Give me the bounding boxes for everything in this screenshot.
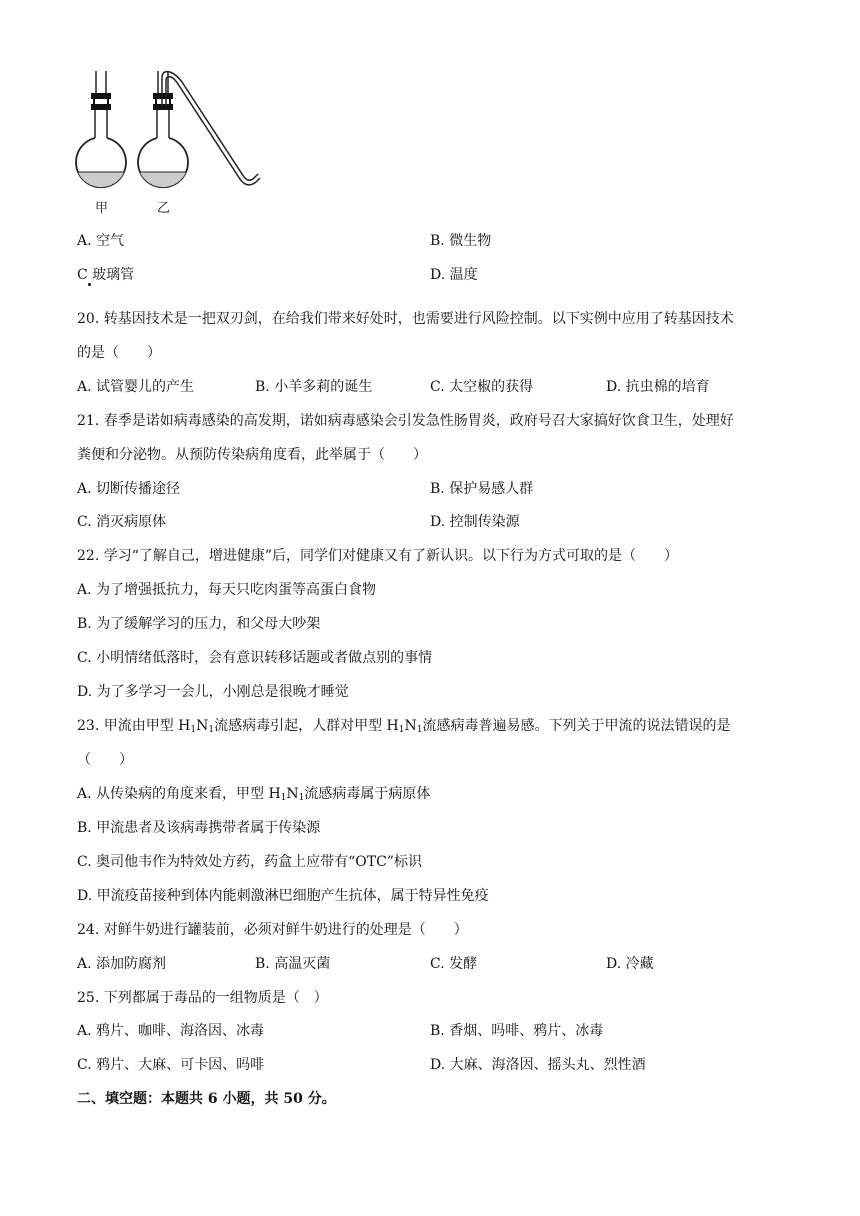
q20-stem-line1: 20. 转基因技术是一把双刃剑，在给我们带来好处时，也需要进行风险控制。以下实例中应用了转基因技术 bbox=[77, 311, 734, 327]
q25-stem: 25. 下列都属于毒品的一组物质是（ ） bbox=[77, 990, 328, 1006]
q25-option-b: B. 香烟、吗啡、鸦片、冰毒 bbox=[430, 1023, 604, 1039]
q22-option-c: C. 小明情绪低落时，会有意识转移话题或者做点别的事情 bbox=[77, 650, 433, 666]
subscript: 1 bbox=[298, 793, 305, 803]
flask-label-yi: 乙 bbox=[157, 201, 171, 216]
q24-option-d: D. 冷藏 bbox=[606, 956, 654, 972]
flask-label-jia: 甲 bbox=[95, 201, 109, 216]
q21-option-a: A. 切断传播途径 bbox=[77, 481, 181, 497]
q23-option-a bbox=[77, 784, 430, 804]
q19-option-b: B. 微生物 bbox=[430, 233, 492, 249]
q23-stem-part: N bbox=[404, 718, 417, 734]
flask-yi bbox=[138, 71, 260, 187]
q23-option-c: C. 奥司他韦作为特效处方药，药盒上应带有“OTC”标识 bbox=[77, 854, 422, 870]
q20-option-c: C. 太空椒的获得 bbox=[430, 379, 534, 395]
subscript: 1 bbox=[280, 793, 287, 803]
q22-stem: 22. 学习“了解自己，增进健康”后，同学们对健康又有了新认识。以下行为方式可取的是（ ） bbox=[77, 548, 679, 564]
subscript: 1 bbox=[416, 725, 423, 735]
q19-option-c: C 玻璃管 bbox=[77, 267, 135, 283]
q19-option-d: D. 温度 bbox=[430, 267, 478, 283]
q22-option-b: B. 为了缓解学习的压力，和父母大吵架 bbox=[77, 616, 321, 632]
q23-option-a-part: A. 从传染病的角度来看，甲型 H bbox=[77, 786, 281, 802]
q20-stem-line2: 的是（ ） bbox=[77, 345, 161, 361]
q24-stem: 24. 对鲜牛奶进行罐装前，必须对鲜牛奶进行的处理是（ ） bbox=[77, 922, 468, 938]
q20-option-d: D. 抗虫棉的培育 bbox=[606, 379, 710, 395]
q23-stem-line2: （ ） bbox=[77, 752, 133, 768]
q21-option-d: D. 控制传染源 bbox=[430, 514, 520, 530]
q24-option-c: C. 发酵 bbox=[430, 956, 478, 972]
q24-option-b: B. 高温灭菌 bbox=[255, 956, 331, 972]
q23-stem-part: 流感病毒普遍易感。下列关于甲流的说法错误的是 bbox=[422, 718, 731, 734]
q23-stem-part: N bbox=[196, 718, 209, 734]
q23-stem-line1 bbox=[77, 716, 730, 736]
q21-option-c: C. 消灭病原体 bbox=[77, 514, 167, 530]
subscript: 1 bbox=[398, 725, 405, 735]
q21-stem-line1: 21. 春季是诺如病毒感染的高发期，诺如病毒感染会引发急性肠胃炎，政府号召大家搞好饮食卫生，处理好 bbox=[77, 413, 734, 429]
q25-option-d: D. 大麻、海洛因、摇头丸、烈性酒 bbox=[430, 1057, 646, 1073]
flask-experiment-figure bbox=[72, 66, 272, 216]
subscript: 1 bbox=[208, 725, 215, 735]
q23-option-a-part: N bbox=[286, 786, 299, 802]
q23-stem-part: 23. 甲流由甲型 H bbox=[77, 718, 191, 734]
q23-stem-part: 流感病毒引起，人群对甲型 H bbox=[214, 718, 399, 734]
section-heading: 二、填空题：本题共 6 小题，共 50 分。 bbox=[77, 1091, 336, 1107]
q20-option-b: B. 小羊多莉的诞生 bbox=[255, 379, 373, 395]
flask-jia bbox=[76, 71, 126, 187]
subscript: 1 bbox=[190, 725, 197, 735]
q24-option-a: A. 添加防腐剂 bbox=[77, 956, 167, 972]
q22-option-d: D. 为了多学习一会儿，小刚总是很晚才睡觉 bbox=[77, 684, 349, 700]
q25-option-a: A. 鸦片、咖啡、海洛因、冰毒 bbox=[77, 1023, 265, 1039]
q22-option-a: A. 为了增强抵抗力，每天只吃肉蛋等高蛋白食物 bbox=[77, 582, 377, 598]
punctuation-dot bbox=[88, 283, 91, 286]
q23-option-b: B. 甲流患者及该病毒携带者属于传染源 bbox=[77, 820, 321, 836]
q25-option-c: C. 鸦片、大麻、可卡因、吗啡 bbox=[77, 1057, 265, 1073]
q20-option-a: A. 试管婴儿的产生 bbox=[77, 379, 195, 395]
q23-option-a-part: 流感病毒属于病原体 bbox=[304, 786, 431, 802]
q21-stem-line2: 粪便和分泌物。从预防传染病角度看，此举属于（ ） bbox=[77, 447, 427, 463]
q23-option-d: D. 甲流疫苗接种到体内能刺激淋巴细胞产生抗体，属于特异性免疫 bbox=[77, 888, 489, 904]
q21-option-b: B. 保护易感人群 bbox=[430, 481, 534, 497]
q19-option-a: A. 空气 bbox=[77, 233, 125, 249]
